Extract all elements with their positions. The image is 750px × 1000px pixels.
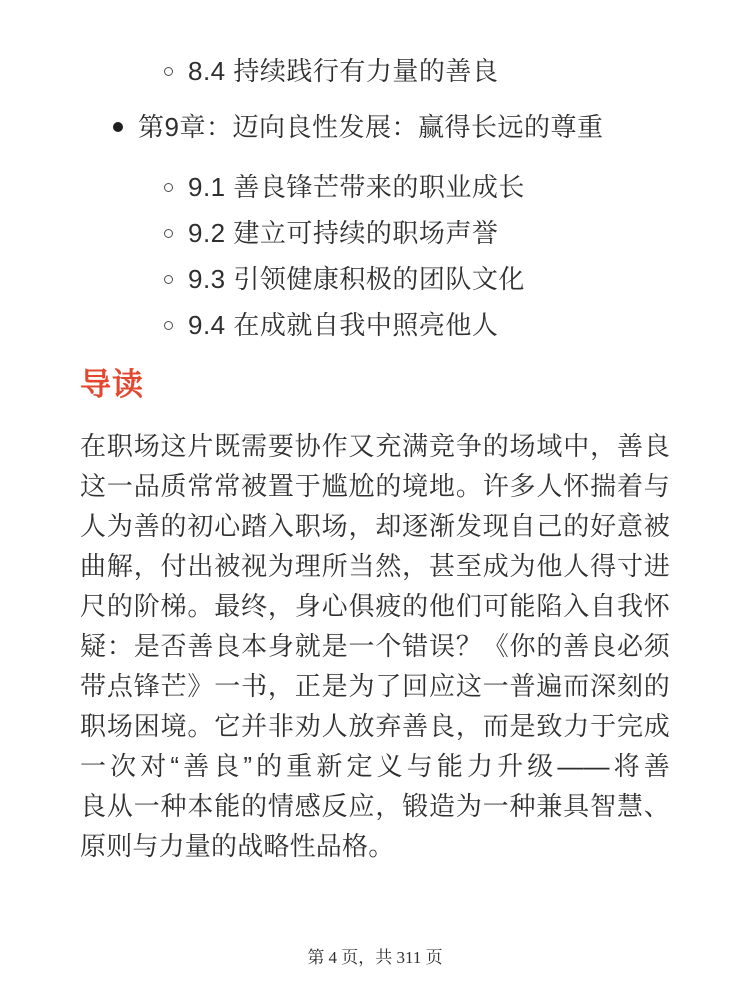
circle-bullet-icon	[164, 229, 173, 238]
toc-item-text: 9.4 在成就自我中照亮他人	[188, 310, 499, 340]
toc-item	[80, 172, 670, 202]
paragraph-line: 这一品质常常被置于尴尬的境地。许多人怀揣着与	[80, 471, 670, 501]
page-footer: 第 4 页，共 311 页	[307, 948, 443, 967]
paragraph-line: 原则与力量的战略性品格。	[80, 831, 395, 861]
toc-list	[0, 0, 750, 340]
toc-item-text: 第9章：迈向良性发展：赢得长远的尊重	[138, 112, 604, 142]
circle-bullet-icon	[164, 275, 173, 284]
disc-bullet-icon	[113, 122, 123, 132]
intro-paragraph	[80, 426, 670, 866]
paragraph-line: 尺的阶梯。最终，身心俱疲的他们可能陷入自我怀	[80, 591, 670, 621]
toc-item-text: 8.4 持续践行有力量的善良	[188, 56, 499, 86]
paragraph-line: 人为善的初心踏入职场，却逐渐发现自己的好意被	[80, 511, 670, 541]
circle-bullet-icon	[164, 183, 173, 192]
paragraph-line: 带点锋芒》一书，正是为了回应这一普遍而深刻的	[80, 671, 670, 701]
toc-item	[80, 310, 670, 340]
toc-item-text: 9.1 善良锋芒带来的职业成长	[188, 172, 525, 202]
paragraph-line: 曲解，付出被视为理所当然，甚至成为他人得寸进	[80, 551, 670, 581]
toc-item-text: 9.2 建立可持续的职场声誉	[188, 218, 499, 248]
circle-bullet-icon	[164, 67, 173, 76]
paragraph-line: 职场困境。它并非劝人放弃善良，而是致力于完成	[80, 711, 670, 741]
toc-item	[80, 56, 670, 86]
paragraph-line: 在职场这片既需要协作又充满竞争的场域中，善良	[80, 431, 670, 461]
toc-item	[80, 218, 670, 248]
paragraph-line: 一次对“善良”的重新定义与能力升级——将善	[80, 751, 670, 781]
toc-item	[80, 112, 670, 142]
toc-item-text: 9.3 引领健康积极的团队文化	[188, 264, 525, 294]
paragraph-line: 良从一种本能的情感反应，锻造为一种兼具智慧、	[80, 791, 670, 821]
section-heading: 导读	[80, 367, 144, 402]
toc-item	[80, 264, 670, 294]
circle-bullet-icon	[164, 321, 173, 330]
paragraph-line: 疑：是否善良本身就是一个错误？《你的善良必须	[80, 631, 670, 661]
